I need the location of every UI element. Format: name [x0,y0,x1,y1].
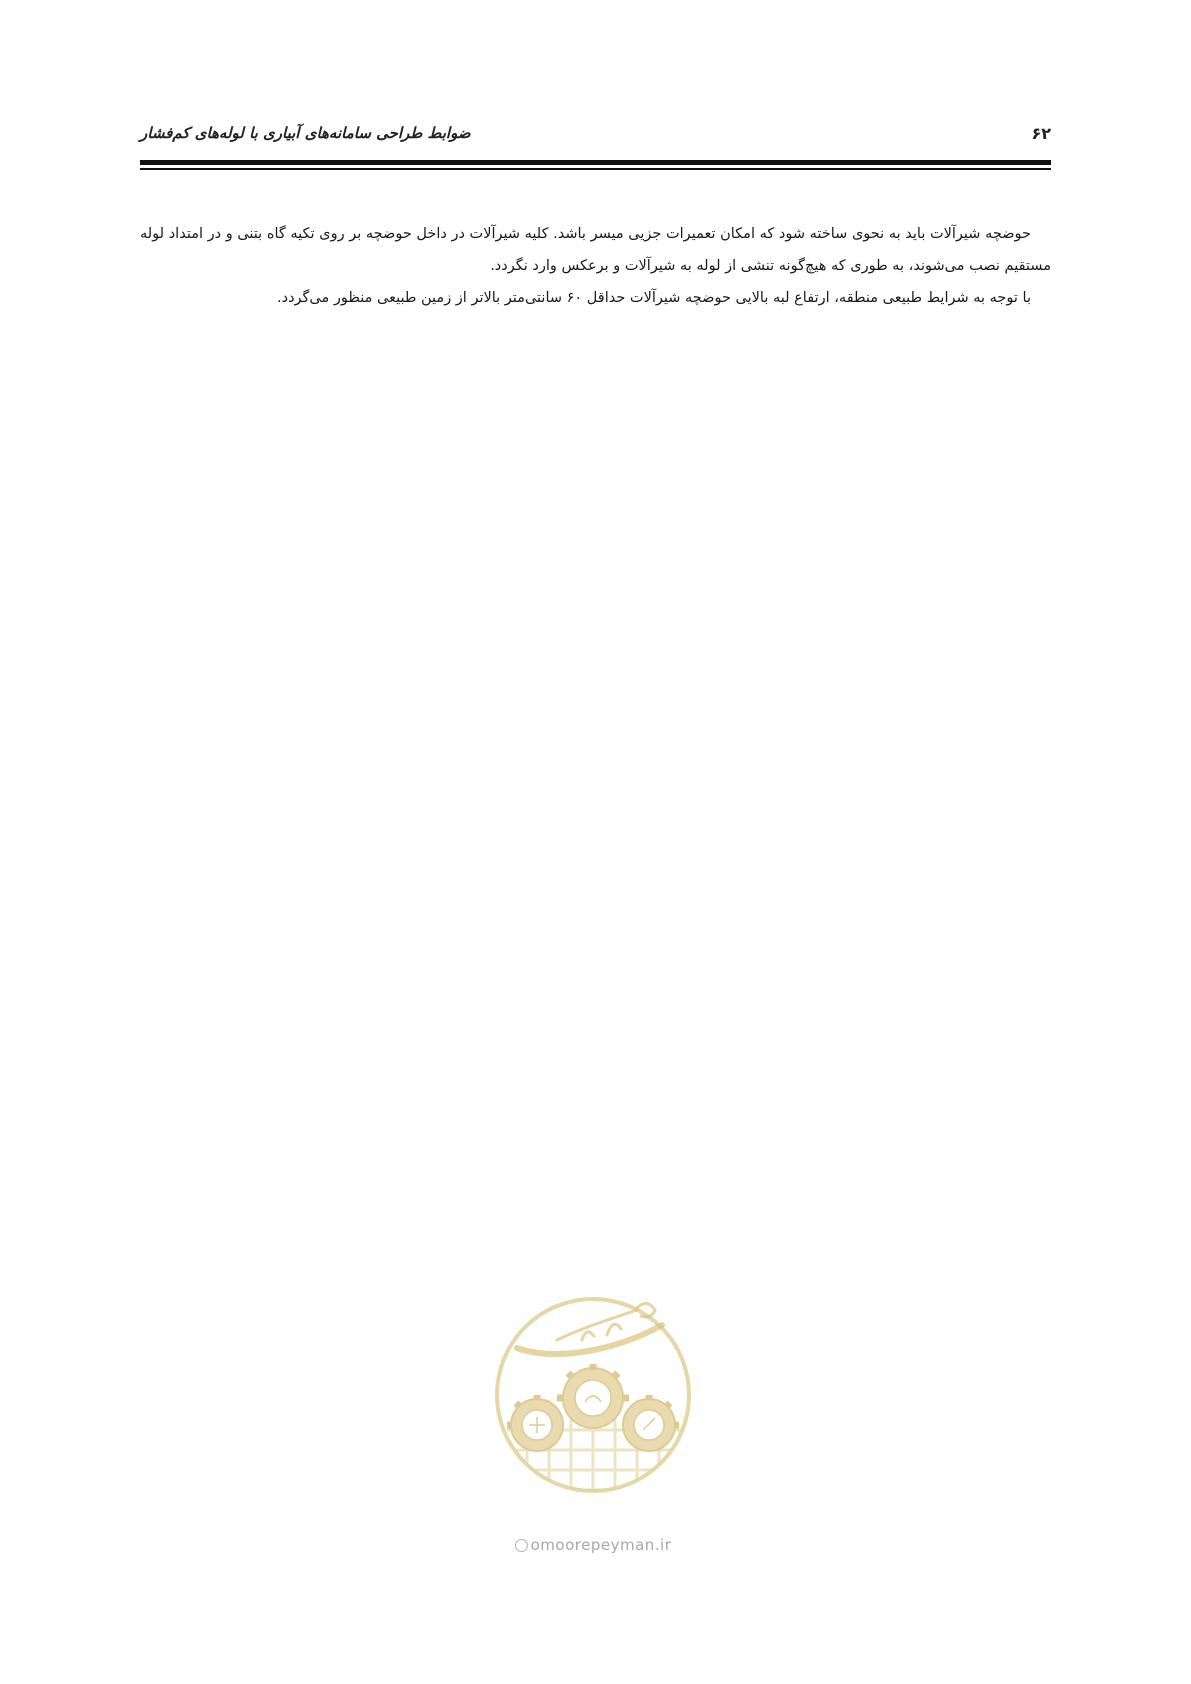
globe-icon [515,1539,528,1552]
paragraph-valve-chamber-construction: حوضچه شیرآلات باید به نحوی ساخته شود که امکان تعمیرات جزیی میسر باشد. کلیه شیرآلات در داخل حوضچه بر روی تکیه گاه بتنی و در امتداد لوله مستقیم نصب می‌شوند، به طوری که هیچ‌گونه تنشی از لوله به شیرآلات و برعکس وارد نگردد. [140,226,1051,274]
running-title: ضوابط طراحی سامانه‌های آبیاری با لوله‌های کم‌فشار [140,124,471,142]
header-rule-thin [140,168,1051,170]
page-header [140,124,1051,152]
page-number: ۶۲ [1031,124,1051,143]
header-rule-thick [140,160,1051,165]
paragraph-valve-chamber-height: با توجه به شرایط طبیعی منطقه، ارتفاع لبه بالایی حوضچه شیرآلات حداقل ۶۰ سانتی‌متر بالاتر از زمین طبیعی منظور می‌گردد. [277,290,1031,306]
watermark-logo [487,1290,699,1540]
body-text [140,218,1051,314]
watermark-url-text: omoorepeyman.ir [530,1536,672,1554]
watermark-url [470,1536,716,1554]
